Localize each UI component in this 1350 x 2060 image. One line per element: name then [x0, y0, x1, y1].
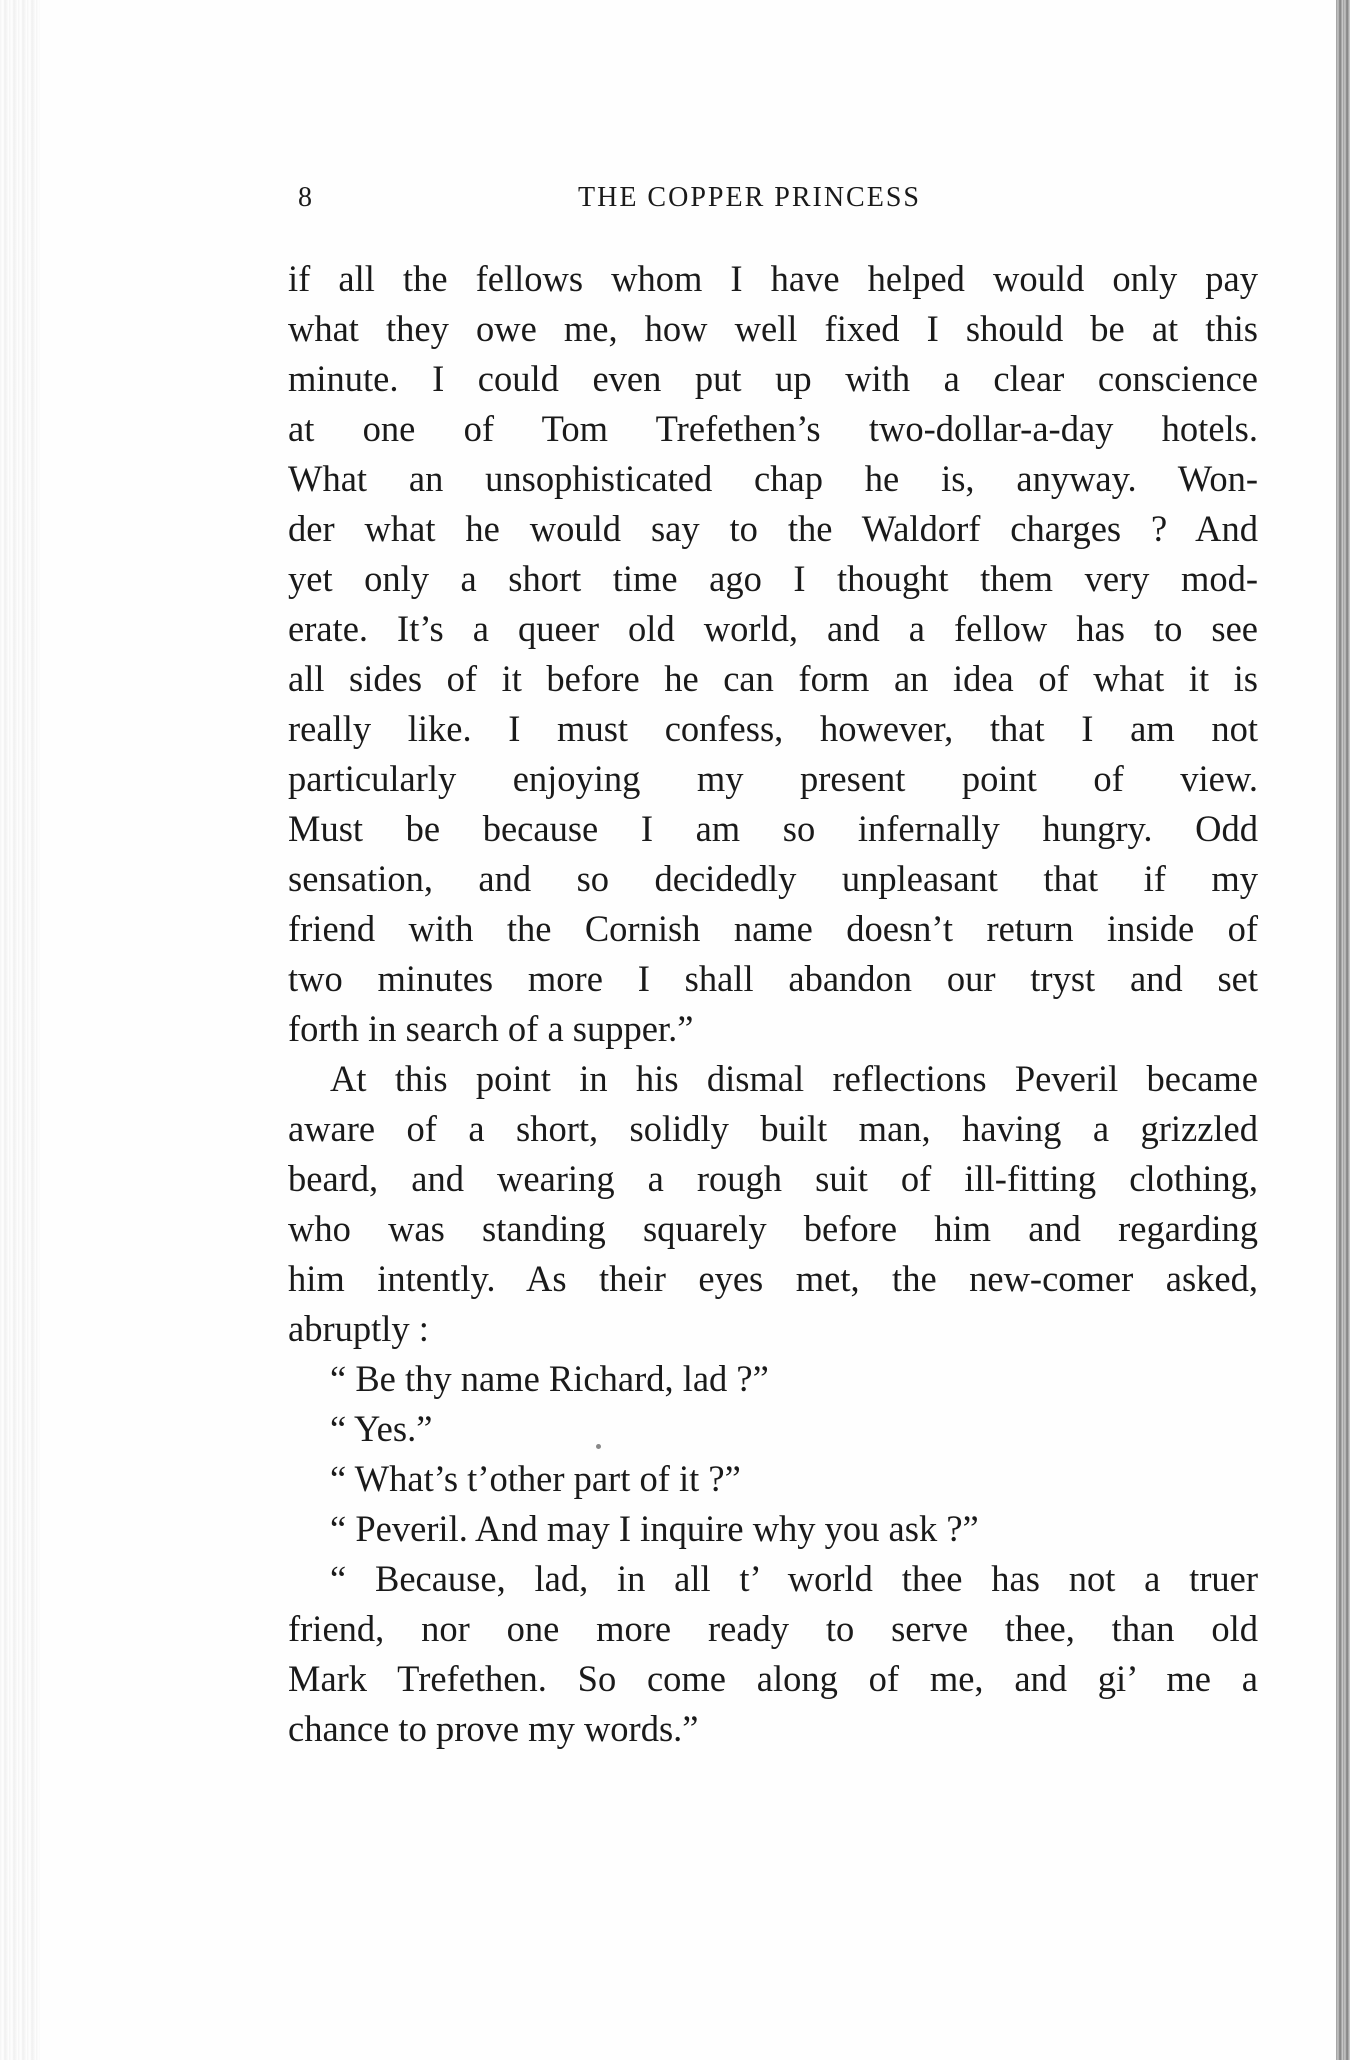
running-title: THE COPPER PRINCESS	[578, 182, 921, 213]
text-line: der what he would say to the Waldorf charges ? And	[288, 508, 1258, 549]
scan-edge-left	[0, 0, 40, 2060]
text-line: sensation, and so decidedly unpleasant that if my	[288, 858, 1258, 899]
text-line: At this point in his dismal reflections Peveril became	[330, 1058, 1258, 1099]
text-line: friend with the Cornish name doesn’t return inside of	[288, 908, 1258, 949]
page-number: 8	[298, 182, 313, 213]
text-line: “ What’s t’other part of it ?”	[330, 1458, 741, 1499]
text-line: really like. I must confess, however, that I am not	[288, 708, 1258, 749]
text-line: who was standing squarely before him and regarding	[288, 1208, 1258, 1249]
text-line: “ Be thy name Richard, lad ?”	[330, 1358, 769, 1399]
text-line: if all the fellows whom I have helped would only pay	[288, 258, 1258, 299]
text-line: “ Because, lad, in all t’ world thee has not a truer	[330, 1558, 1258, 1599]
text-line: “ Peveril. And may I inquire why you ask ?”	[330, 1508, 979, 1549]
text-line: forth in search of a supper.”	[288, 1008, 694, 1049]
text-line: friend, nor one more ready to serve thee, than old	[288, 1608, 1258, 1649]
text-line: yet only a short time ago I thought them very mod-	[288, 558, 1258, 599]
page-header	[290, 182, 1250, 222]
text-line: aware of a short, solidly built man, having a grizzled	[288, 1108, 1258, 1149]
text-line: all sides of it before he can form an idea of what it is	[288, 658, 1258, 699]
body-text	[288, 254, 1258, 1754]
ink-speck	[596, 1444, 601, 1449]
text-line: beard, and wearing a rough suit of ill-fitting clothing,	[288, 1158, 1258, 1199]
text-line: abruptly :	[288, 1308, 429, 1349]
text-line: two minutes more I shall abandon our tryst and set	[288, 958, 1258, 999]
text-line: erate. It’s a queer old world, and a fellow has to see	[288, 608, 1258, 649]
text-line: him intently. As their eyes met, the new-comer asked,	[288, 1258, 1258, 1299]
text-line: What an unsophisticated chap he is, anyway. Won-	[288, 458, 1258, 499]
text-line: Mark Trefethen. So come along of me, and gi’ me a	[288, 1658, 1258, 1699]
scan-edge-right	[1336, 0, 1350, 2060]
text-line: minute. I could even put up with a clear conscience	[288, 358, 1258, 399]
text-line: Must be because I am so infernally hungry. Odd	[288, 808, 1258, 849]
text-line: at one of Tom Trefethen’s two-dollar-a-day hotels.	[288, 408, 1258, 449]
text-line: “ Yes.”	[330, 1408, 433, 1449]
text-line: chance to prove my words.”	[288, 1708, 699, 1749]
text-line: what they owe me, how well fixed I should be at this	[288, 308, 1258, 349]
text-line: particularly enjoying my present point of view.	[288, 758, 1258, 799]
